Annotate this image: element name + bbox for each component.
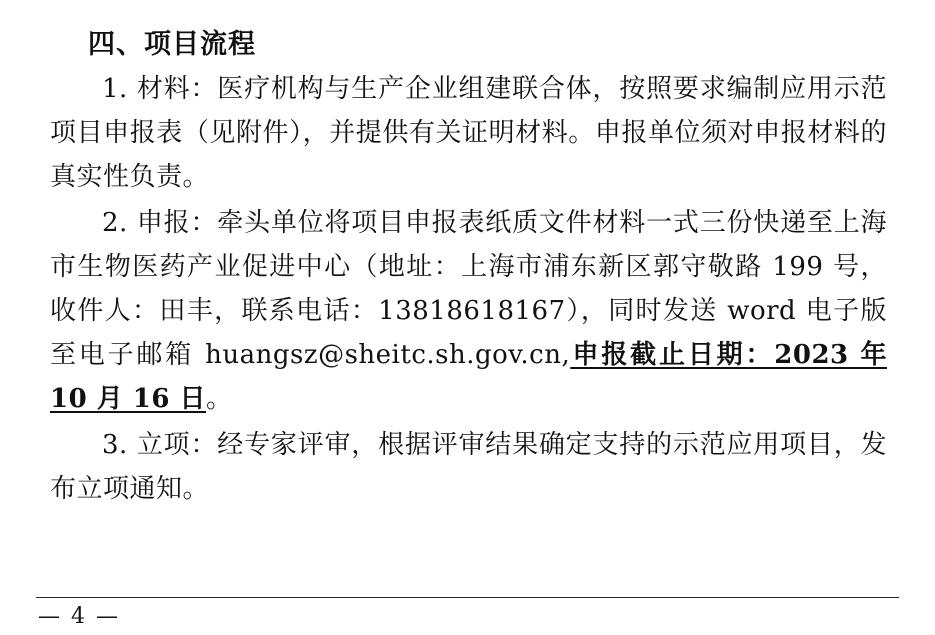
paragraph-application-tail: 。: [206, 384, 233, 414]
paragraph-approval: 3. 立项：经专家评审，根据评审结果确定支持的示范应用项目，发布立项通知。: [50, 430, 887, 504]
paragraph-application: [50, 201, 887, 421]
paragraph-materials: 1. 材料：医疗机构与生产企业组建联合体，按照要求编制应用示范项目申报表（见附件），并提供有关证明材料。申报单位须对申报材料的真实性负责。: [50, 74, 887, 192]
section-heading: 四、项目流程: [88, 29, 256, 60]
footer-divider: [36, 597, 899, 598]
deadline-emphasis: 申报截止日期：2023 年 10 月 16 日: [50, 340, 887, 414]
page-footer: [36, 597, 899, 629]
page-number: — 4 —: [38, 604, 120, 629]
paragraph-application-text: 2. 申报：牵头单位将项目申报表纸质文件材料一式三份快递至上海市生物医药产业促进中心（地址：上海市浦东新区郭守敬路 199 号，收件人：田丰，联系电话：13818618167），同时发送 word 电子版至电子邮箱 huangsz@sheitc.sh.gov.cn,: [50, 208, 887, 370]
